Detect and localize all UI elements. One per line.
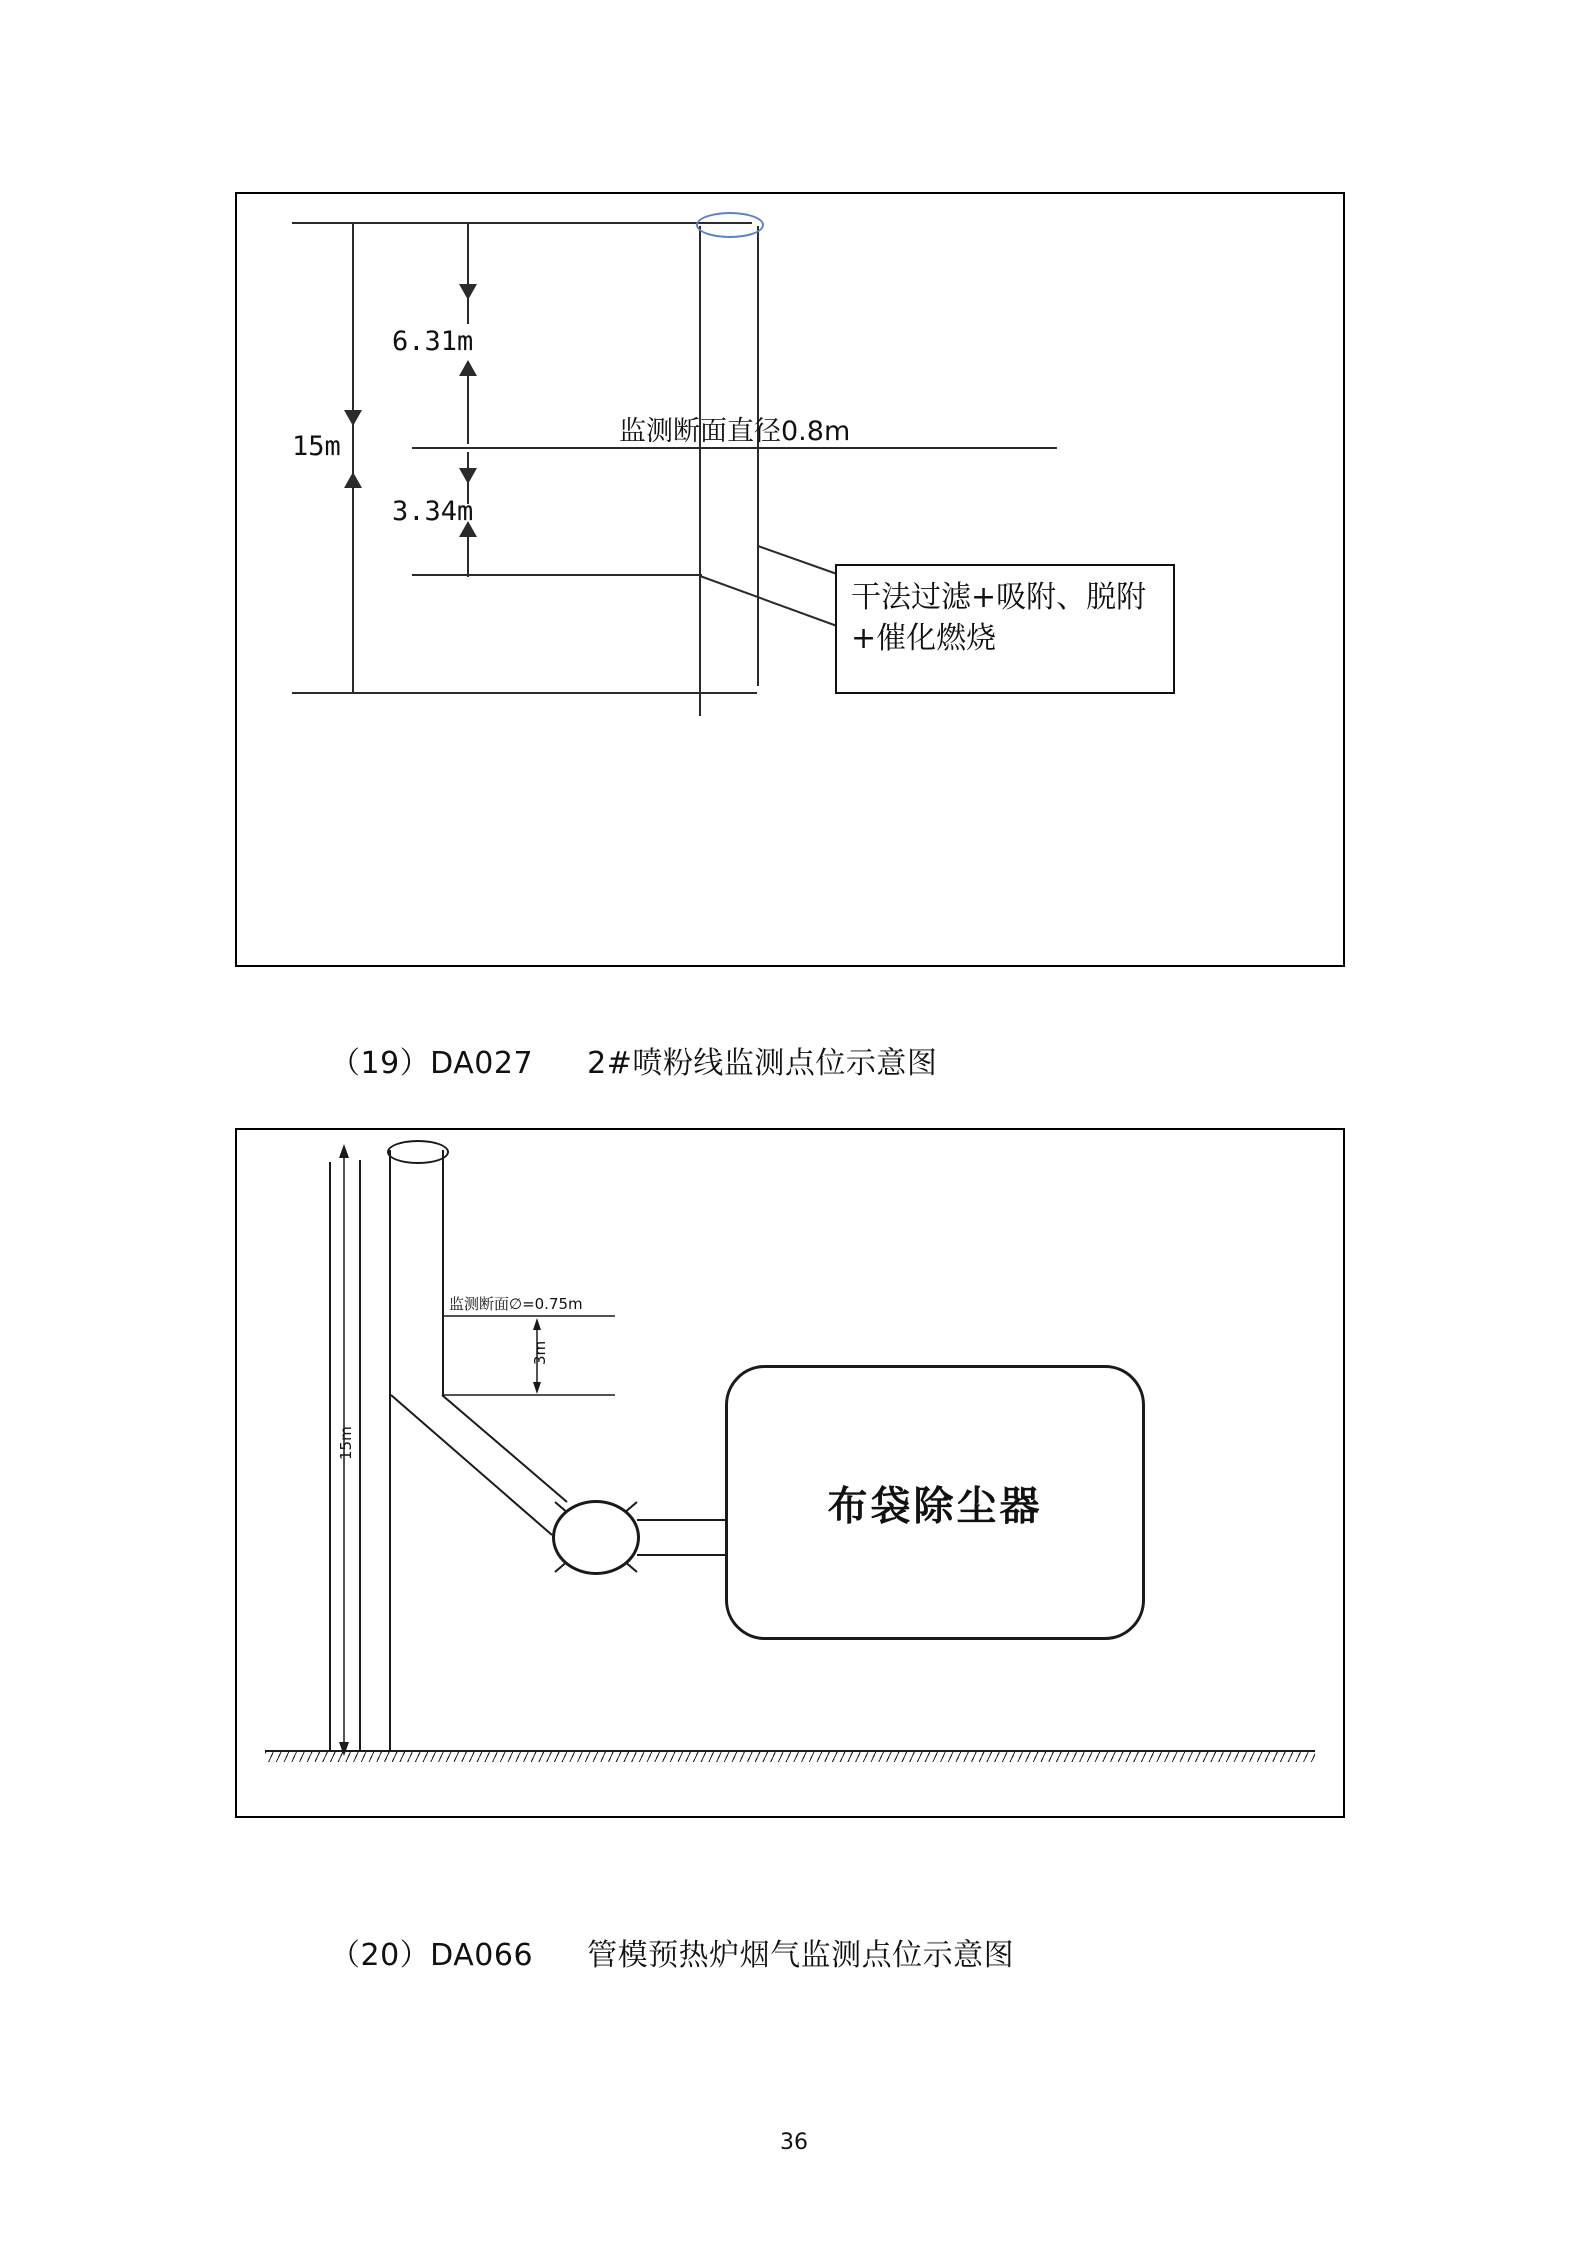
fig2-sub-distance-label: 3m <box>531 1340 549 1365</box>
fig2-stack-height-label: 15m <box>337 1426 355 1460</box>
caption-2-title: 管模预热炉烟气监测点位示意图 <box>587 1938 1015 1973</box>
page-number: 36 <box>780 2130 808 2155</box>
fig2-ground-line <box>265 1750 1315 1762</box>
caption-1-title: 2#喷粉线监测点位示意图 <box>587 1046 938 1081</box>
fig1-duct-lines <box>237 194 1343 965</box>
fig2-baghouse-label: 布袋除尘器 <box>827 1483 1043 1529</box>
caption-1 <box>330 1038 937 1082</box>
figure-1-canvas <box>237 194 1343 965</box>
fig1-upper-distance-label: 6.31m <box>392 326 474 357</box>
figure-2-container <box>235 1128 1345 1818</box>
fig2-baghouse-box <box>725 1365 1145 1640</box>
fig1-equipment-line1: 干法过滤+吸附、脱附 <box>851 580 1147 615</box>
fig2-fan <box>552 1500 640 1575</box>
caption-1-index: （19）DA027 <box>330 1046 534 1081</box>
fig1-ground-line <box>292 692 757 694</box>
fig2-section-diameter-label: 监测断面∅=0.75m <box>449 1295 583 1313</box>
caption-2 <box>330 1930 1014 1974</box>
figure-2-canvas <box>237 1130 1343 1816</box>
fig1-lower-distance-label: 3.34m <box>392 496 474 527</box>
caption-2-index: （20）DA066 <box>330 1938 534 1973</box>
fig1-total-height-label: 15m <box>292 431 341 462</box>
fig1-section-diameter-label: 监测断面直径0.8m <box>619 416 851 447</box>
fig1-equipment-line2: +催化燃烧 <box>851 620 997 656</box>
figure-1-container <box>235 192 1345 967</box>
fig1-equipment-box <box>835 564 1175 694</box>
